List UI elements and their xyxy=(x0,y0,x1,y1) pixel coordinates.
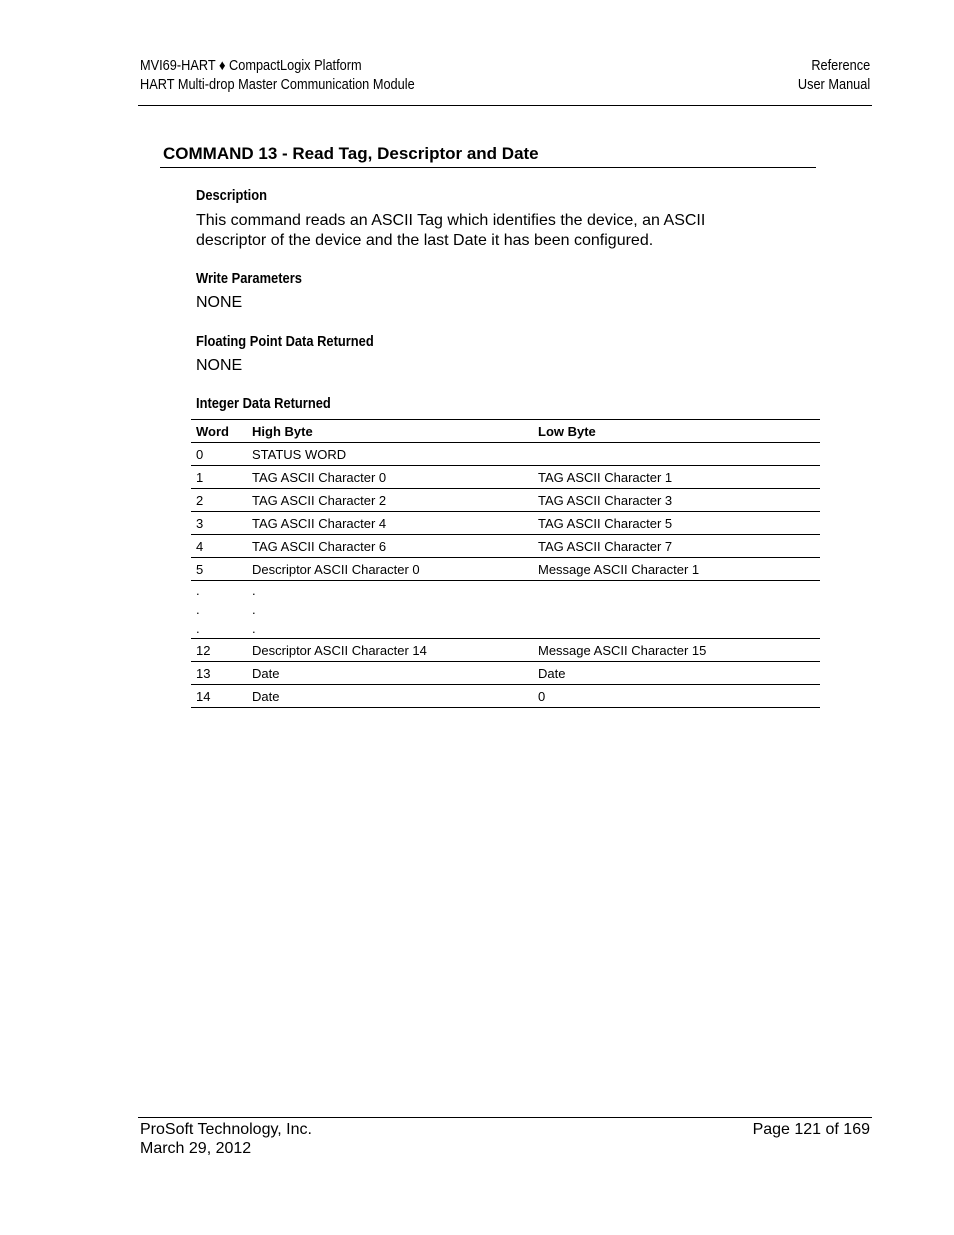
header-right xyxy=(798,57,870,95)
header-doc-label: User Manual xyxy=(797,77,870,93)
low-byte-cell: Message ASCII Character 1 xyxy=(538,561,700,577)
header-left xyxy=(140,57,415,95)
high-byte-cell: Date xyxy=(252,665,280,681)
high-byte-cell: TAG ASCII Character 6 xyxy=(252,538,387,554)
description-line-2: descriptor of the device and the last Date it has been configured. xyxy=(196,232,654,249)
table-row xyxy=(191,558,820,581)
high-byte-cell: Descriptor ASCII Character 0 xyxy=(252,561,420,577)
column-header-high-byte: High Byte xyxy=(252,423,313,439)
header-divider xyxy=(138,105,872,106)
low-byte-cell: Date xyxy=(538,665,566,681)
low-byte-cell: TAG ASCII Character 5 xyxy=(538,515,673,531)
table-row xyxy=(191,489,820,512)
footer-date: March 29, 2012 xyxy=(140,1140,252,1157)
table-row xyxy=(191,639,820,662)
header-section-label: Reference xyxy=(811,58,870,74)
high-byte-cell: Descriptor ASCII Character 14 xyxy=(252,642,427,658)
high-byte-cell: TAG ASCII Character 0 xyxy=(252,469,387,485)
word-cell: 12 xyxy=(196,642,211,658)
low-byte-cell: Message ASCII Character 15 xyxy=(538,642,707,658)
ellipsis-row xyxy=(191,619,820,639)
high-byte-cell: . xyxy=(252,583,256,598)
footer-right xyxy=(753,1120,870,1139)
high-byte-cell: . xyxy=(252,621,256,636)
high-byte-cell: TAG ASCII Character 2 xyxy=(252,492,387,508)
command-title: COMMAND 13 - Read Tag, Descriptor and Date xyxy=(163,144,539,163)
header-product-title: MVI69-HART ♦ CompactLogix Platform xyxy=(140,58,362,74)
integer-data-heading: Integer Data Returned xyxy=(196,395,331,412)
word-cell: . xyxy=(196,583,200,598)
low-byte-cell: TAG ASCII Character 7 xyxy=(538,538,673,554)
word-cell: . xyxy=(196,602,200,617)
table-header-row xyxy=(191,420,820,443)
floating-point-heading: Floating Point Data Returned xyxy=(196,333,374,350)
word-cell: 0 xyxy=(196,446,204,462)
ellipsis-row xyxy=(191,600,820,619)
low-byte-cell: TAG ASCII Character 1 xyxy=(538,469,673,485)
command-title-underline xyxy=(160,167,816,168)
word-cell: . xyxy=(196,621,200,636)
word-cell: 1 xyxy=(196,469,204,485)
integer-data-table xyxy=(191,419,820,708)
table-row xyxy=(191,535,820,558)
low-byte-cell xyxy=(533,581,820,601)
low-byte-cell xyxy=(533,619,820,639)
footer-page-number: Page 121 of 169 xyxy=(752,1121,870,1138)
ellipsis-row xyxy=(191,581,820,601)
high-byte-cell: . xyxy=(252,602,256,617)
word-cell: 4 xyxy=(196,538,204,554)
high-byte-cell: Date xyxy=(252,688,280,704)
table-row xyxy=(191,443,820,466)
low-byte-cell xyxy=(533,600,820,619)
table-row xyxy=(191,512,820,535)
table-row xyxy=(191,685,820,708)
description-text xyxy=(196,211,705,251)
header-module-title: HART Multi-drop Master Communication Module xyxy=(140,77,415,93)
word-cell: 5 xyxy=(196,561,204,577)
footer-divider xyxy=(138,1117,872,1118)
footer-left xyxy=(140,1120,312,1158)
table-row xyxy=(191,466,820,489)
table-row xyxy=(191,662,820,685)
footer-company: ProSoft Technology, Inc. xyxy=(140,1121,312,1138)
low-byte-cell: TAG ASCII Character 3 xyxy=(538,492,673,508)
word-cell: 14 xyxy=(196,688,211,704)
description-line-1: This command reads an ASCII Tag which identifies the device, an ASCII xyxy=(196,212,706,229)
high-byte-cell: TAG ASCII Character 4 xyxy=(252,515,387,531)
low-byte-cell: 0 xyxy=(538,688,546,704)
description-heading: Description xyxy=(196,187,267,204)
write-parameters-heading: Write Parameters xyxy=(196,270,302,287)
write-parameters-value: NONE xyxy=(196,294,243,311)
word-cell: 2 xyxy=(196,492,204,508)
column-header-word: Word xyxy=(196,423,229,439)
floating-point-value: NONE xyxy=(196,357,243,374)
word-cell: 3 xyxy=(196,515,204,531)
word-cell: 13 xyxy=(196,665,211,681)
column-header-low-byte: Low Byte xyxy=(538,423,596,439)
low-byte-cell xyxy=(533,443,820,466)
high-byte-cell: STATUS WORD xyxy=(252,446,347,462)
